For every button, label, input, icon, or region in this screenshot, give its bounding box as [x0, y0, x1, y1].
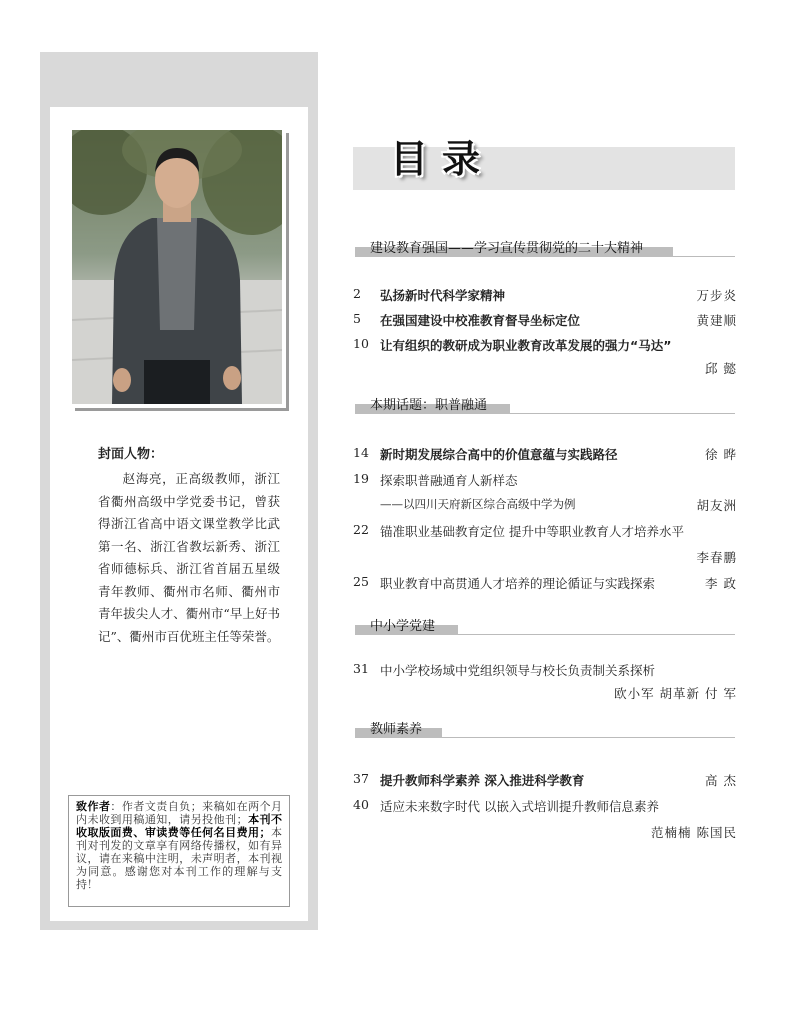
article-title: 新时期发展综合高中的价值意蕴与实践路径	[380, 447, 618, 462]
article-author: 范楠楠 陈国民	[651, 825, 737, 840]
section-label: 教师素养	[370, 722, 423, 737]
article-title: 锚准职业基础教育定位 提升中等职业教育人才培养水平	[380, 524, 684, 539]
toc-entry[interactable]	[353, 286, 737, 304]
toc-entry[interactable]	[353, 336, 737, 354]
page-number: 25	[353, 574, 369, 589]
page-number: 40	[353, 797, 369, 812]
toc-entry[interactable]	[353, 522, 737, 540]
cover-person-bio	[98, 468, 280, 648]
cover-person-bio-text: 赵海亮，正高级教师，浙江省衢州高级中学党委书记，曾获得浙江省高中语文课堂教学比武第一名、浙江省教坛新秀、浙江省师德标兵、浙江省首届五星级青年教师、衢州市名师、衢州市青年拔尖人才、衢州市“早上好书记”、衢州市百优班主任等荣誉。	[98, 471, 280, 644]
section-heading	[355, 400, 735, 414]
section-rule	[510, 413, 735, 414]
article-title: 弘扬新时代科学家精神	[380, 288, 506, 303]
author-notice-box	[68, 795, 290, 907]
toc-entry[interactable]	[353, 311, 737, 329]
article-subtitle: ——以四川天府新区综合高级中学为例	[380, 497, 576, 511]
notice-text-1: ：作者文责自负；来稿如在两个月内未收到用稿通知，请另投他刊；	[76, 800, 283, 826]
article-author: 万步炎	[696, 288, 737, 303]
section-label: 建设教育强国——学习宣传贯彻党的二十大精神	[370, 241, 644, 256]
article-author: 欧小军 胡革新 付 军	[614, 686, 737, 701]
page-number: 14	[353, 445, 369, 460]
portrait-photo	[72, 130, 282, 404]
section-rule	[673, 256, 735, 257]
toc-title: 目录	[390, 137, 495, 181]
notice-bold-text: 本刊不收取版面费、审读费等任何名目费用；	[76, 813, 283, 839]
page-number: 31	[353, 661, 369, 676]
article-title: 在强国建设中校准教育督导坐标定位	[380, 313, 581, 328]
toc-entry[interactable]	[353, 445, 737, 463]
article-author: 李春鹏	[696, 550, 737, 565]
toc-entry[interactable]	[353, 661, 737, 679]
section-rule	[458, 634, 735, 635]
article-title: 适应未来数字时代 以嵌入式培训提升教师信息素养	[380, 799, 659, 814]
page-number: 37	[353, 771, 369, 786]
article-author: 李 政	[705, 576, 737, 591]
article-title: 让有组织的教研成为职业教育改革发展的强力“马达”	[380, 338, 672, 353]
section-rule	[442, 737, 735, 738]
page-number: 10	[353, 336, 369, 351]
article-author: 黄建顺	[696, 313, 737, 328]
notice-label: 致作者	[76, 800, 111, 813]
article-title: 提升教师科学素养 深入推进科学教育	[380, 773, 585, 788]
article-author: 胡友洲	[696, 498, 737, 513]
notice-text-2: 本刊对刊发的文章享有网络传播权，如有异议，请在来稿中注明，未声明者，本刊视为同意。感谢您对本刊工作的理解与支持！	[76, 826, 283, 891]
article-title: 职业教育中高贯通人才培养的理论循证与实践探索	[380, 576, 656, 591]
section-label: 中小学党建	[370, 619, 436, 634]
page-number: 5	[353, 311, 361, 326]
cover-photo-frame	[72, 130, 286, 408]
page-number: 22	[353, 522, 369, 537]
article-author: 高 杰	[705, 773, 737, 788]
toc-entry[interactable]	[353, 471, 737, 489]
article-title: 探索职普融通育人新样态	[380, 473, 518, 488]
section-heading	[355, 724, 735, 738]
section-heading	[355, 621, 735, 635]
page-number: 19	[353, 471, 369, 486]
page-number: 2	[353, 286, 361, 301]
article-author: 徐 晔	[705, 447, 737, 462]
article-title: 中小学校场域中党组织领导与校长负责制关系探析	[380, 663, 656, 678]
toc-entry[interactable]	[353, 797, 737, 815]
section-heading	[355, 243, 735, 257]
toc-entry[interactable]	[353, 771, 737, 789]
section-label: 本期话题：职普融通	[370, 398, 488, 413]
cover-person-heading: 封面人物：	[98, 447, 164, 462]
article-author: 邱 懿	[705, 361, 737, 376]
toc-entry[interactable]	[353, 574, 737, 592]
